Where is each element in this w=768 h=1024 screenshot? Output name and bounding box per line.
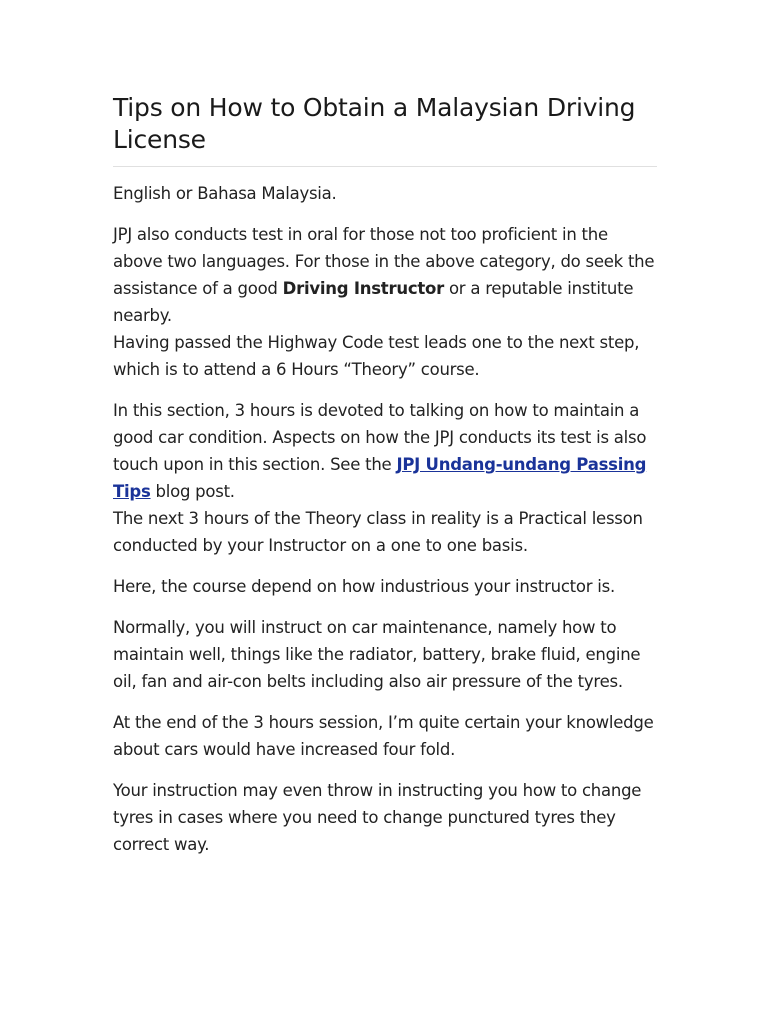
page-title: Tips on How to Obtain a Malaysian Driving License [113, 93, 636, 154]
paragraph-tyres: Your instruction may even throw in instructing you how to change tyres in cases where you need to change punctured tyres they correct way. [113, 781, 642, 854]
paragraph-course: Here, the course depend on how industrious your instructor is. [113, 577, 615, 596]
paragraph-text: or a reputable institute nearby. [113, 279, 634, 325]
paragraph-oral-test [113, 221, 657, 383]
paragraph-theory-section [113, 397, 657, 559]
paragraph-session-end: At the end of the 3 hours session, I’m quite certain your knowledge about cars would have increased four fold. [113, 713, 654, 759]
paragraph-text: Having passed the Highway Code test leads one to the next step, which is to attend a 6 Hours “Theory” course. [113, 333, 640, 379]
paragraph-maintenance: Normally, you will instruct on car maintenance, namely how to maintain well, things like the radiator, battery, brake fluid, engine oil, fan and air-con belts including also air pressure of the tyres. [113, 618, 641, 691]
driving-instructor-emphasis: Driving Instructor [282, 279, 444, 298]
article [113, 92, 657, 872]
title-divider [113, 166, 657, 167]
paragraph-text: JPJ also conducts test in oral for those not too proficient in the above two languages. For those in the above category, do seek the assistance of a good [113, 225, 655, 298]
paragraph-text: The next 3 hours of the Theory class in reality is a Practical lesson conducted by your Instructor on a one to one basis. [113, 509, 643, 555]
jpj-passing-tips-link[interactable]: JPJ Undang-undang Passing Tips [113, 455, 647, 501]
paragraph-text: In this section, 3 hours is devoted to talking on how to maintain a good car condition. Aspects on how the JPJ conducts its test is also touch upon in this section. See the [113, 401, 647, 474]
paragraph-text: blog post. [150, 482, 235, 501]
paragraph-language: English or Bahasa Malaysia. [113, 184, 337, 203]
